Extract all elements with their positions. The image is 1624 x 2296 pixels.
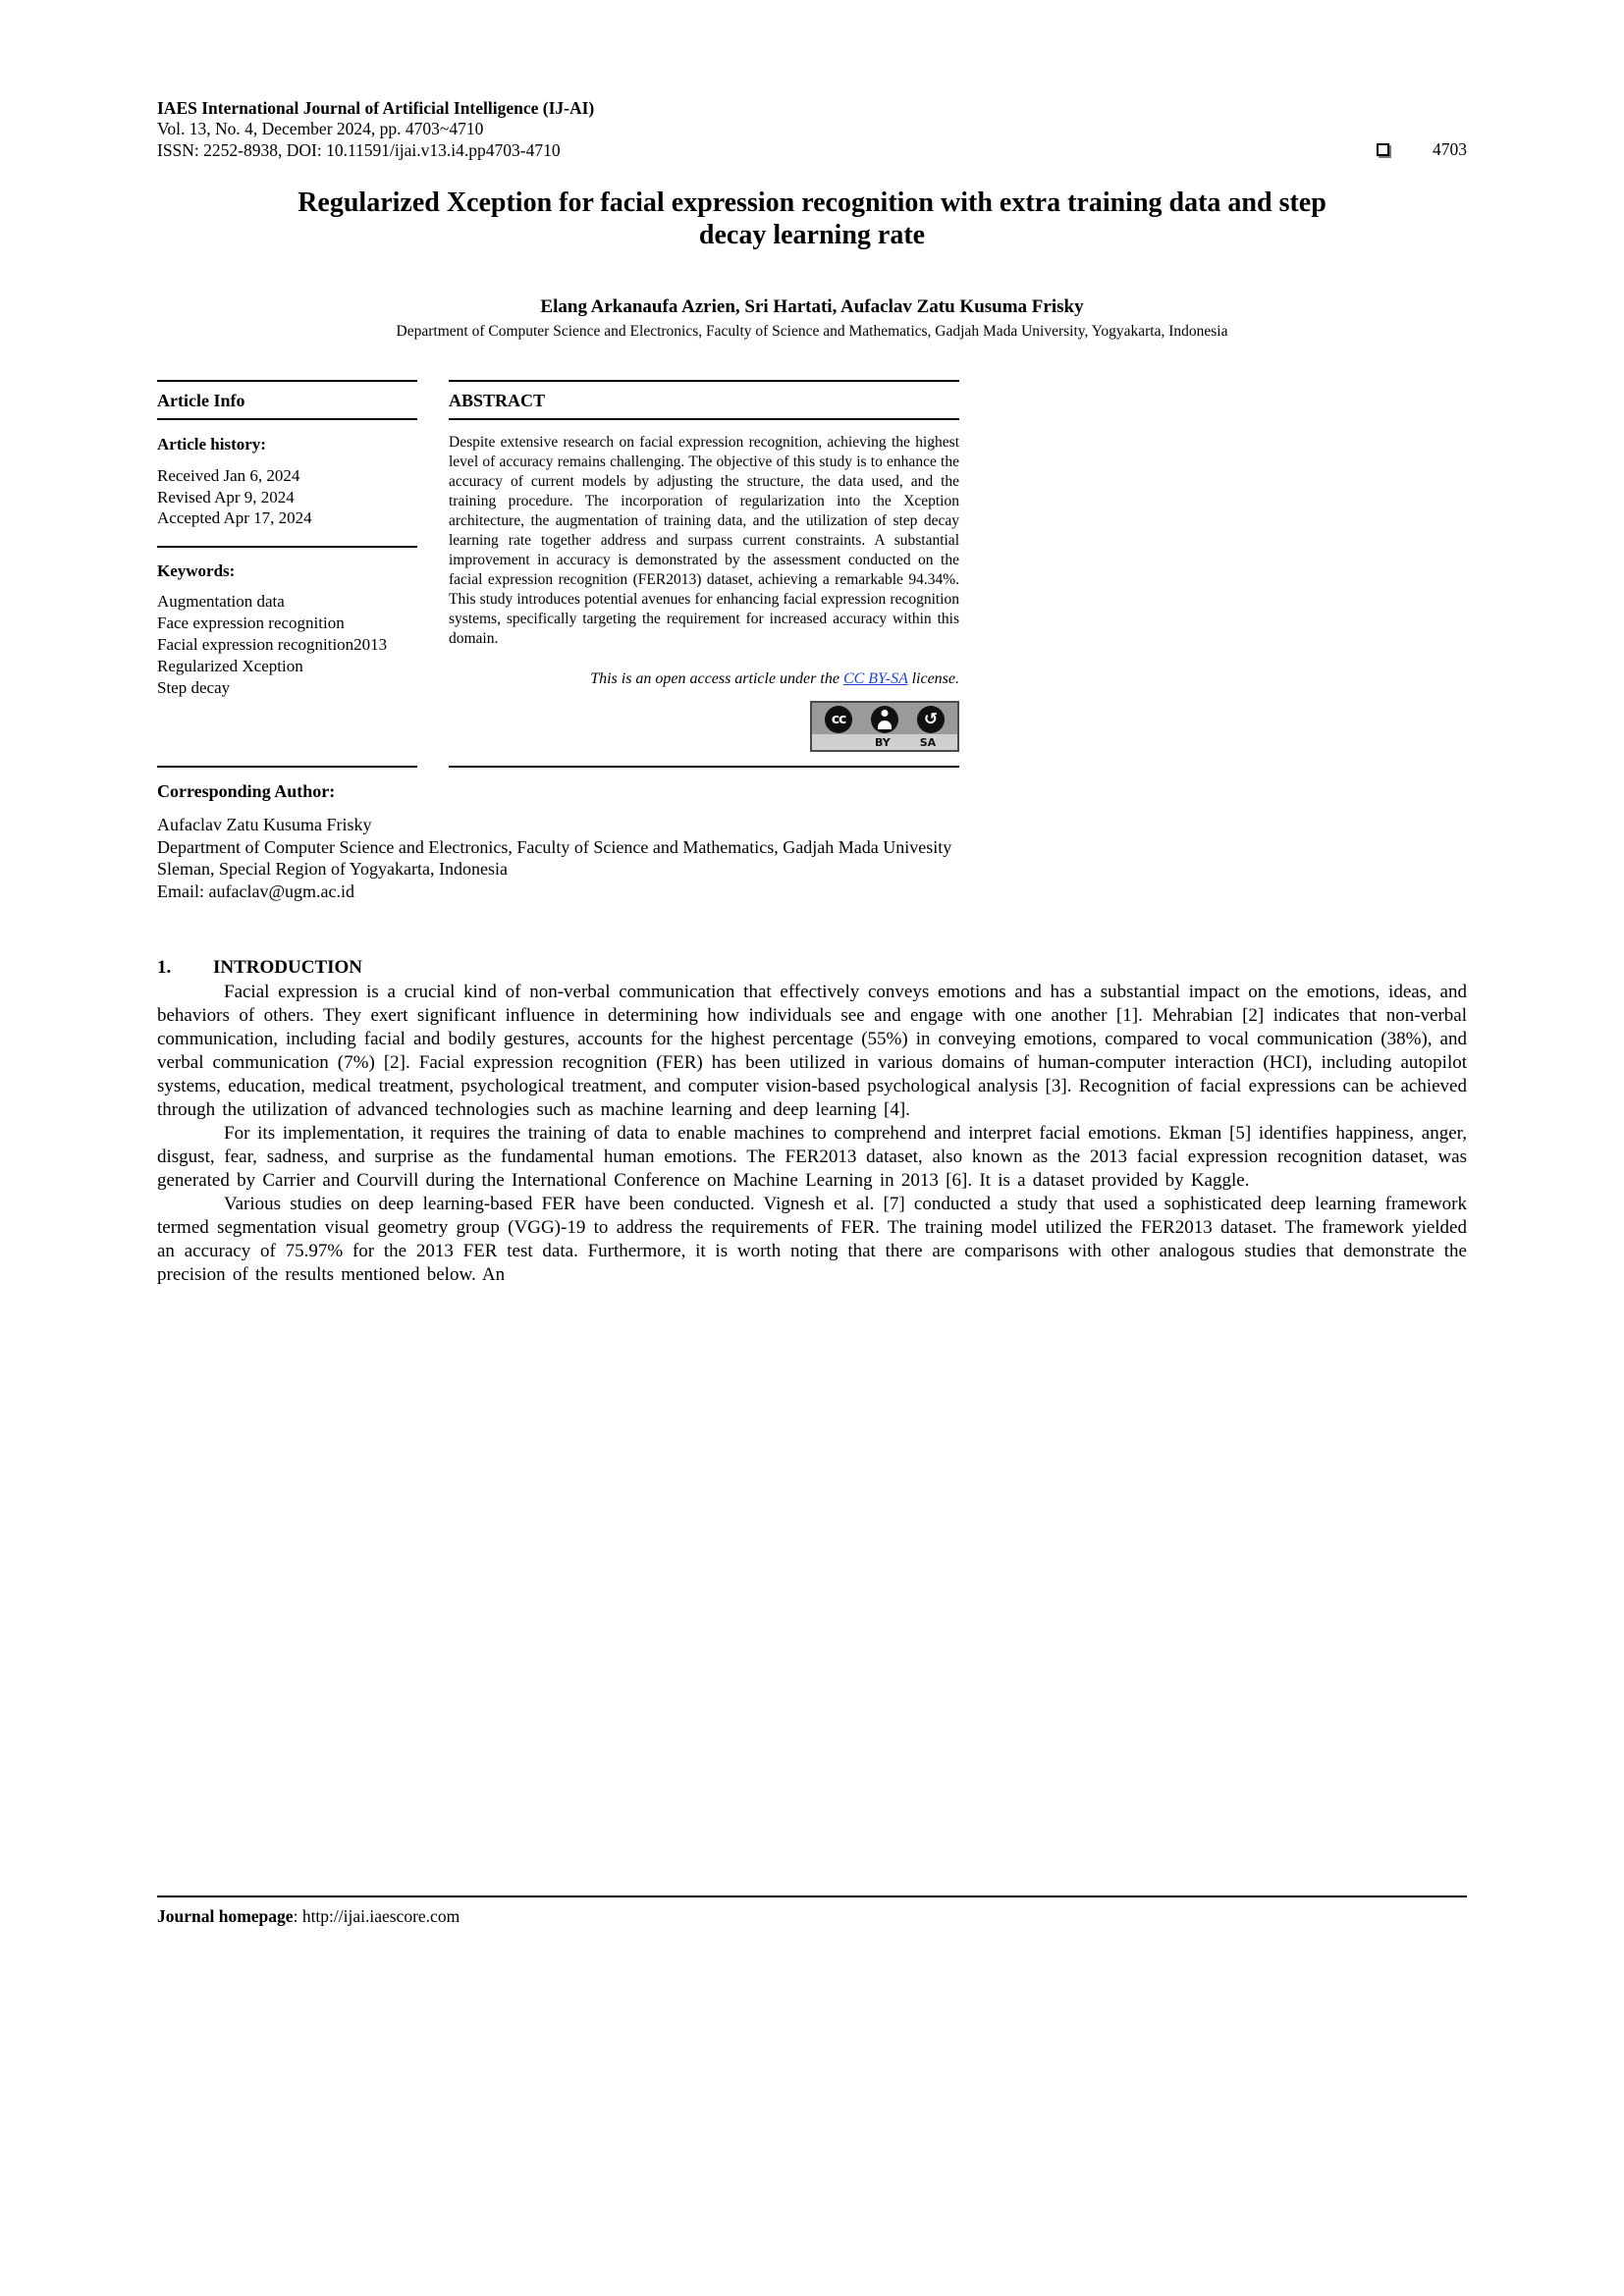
keyword-item: Facial expression recognition2013: [157, 634, 388, 654]
volume-line: Vol. 13, No. 4, December 2024, pp. 4703~4710: [157, 119, 484, 138]
bottom-rule-right: [449, 766, 959, 768]
issn-line: ISSN: 2252-8938, DOI: 10.11591/ijai.v13.i4.pp4703-4710: [157, 140, 561, 160]
license-prefix: This is an open access article under the: [590, 670, 843, 687]
abstract-column: [449, 380, 959, 766]
introduction-body: [157, 981, 1467, 1287]
page-box-icon: [1377, 143, 1389, 156]
cc-sa-label: SA: [919, 735, 937, 749]
section-heading: INTRODUCTION: [213, 957, 363, 978]
corresponding-author-details: [157, 814, 1467, 902]
keywords-heading: Keywords:: [157, 561, 236, 580]
cc-icon: cc: [825, 706, 852, 733]
keyword-item: Face expression recognition: [157, 613, 345, 632]
affiliation-line: Department of Computer Science and Electronics, Faculty of Science and Mathematics, Gadjah Mada University, Yogyakarta, Indonesia: [396, 323, 1228, 340]
corresponding-author-dept: Department of Computer Science and Electronics, Faculty of Science and Mathematics, Gadjah Mada Univesity: [157, 836, 952, 857]
keyword-item: Step decay: [157, 677, 231, 697]
intro-paragraph: Various studies on deep learning-based FER have been conducted. Vignesh et al. [7] conducted a study that used a sophisticated deep learning framework termed segmentation visual geometry group (VGG)-19 to address the requirements of FER. The training model utilized the FER2013 dataset. The framework yielded an accuracy of 75.97% for the 2013 FER test data. Furthermore, it is worth noting that there are comparisons with other analogous studies that demonstrate the precision of the results mentioned below. An: [157, 1194, 1467, 1285]
section-number: 1.: [157, 957, 172, 978]
cc-badge-strip: [812, 734, 957, 750]
paper-title: Regularized Xception for facial expression recognition with extra training data and step decay learning rate: [298, 187, 1326, 250]
article-info-table: [157, 380, 1467, 766]
corresponding-author-heading: Corresponding Author:: [157, 781, 336, 801]
keywords-list: [157, 591, 417, 699]
article-info-column: [157, 380, 417, 766]
table-bottom-rules: [157, 766, 1467, 768]
cc-by-sa-badge: [810, 701, 959, 752]
corresponding-author-email: Email: aufaclav@ugm.ac.id: [157, 881, 354, 901]
introduction-section: [157, 957, 1467, 1287]
abstract-heading: ABSTRACT: [449, 382, 959, 420]
license-suffix: license.: [907, 670, 959, 687]
keyword-item: Augmentation data: [157, 591, 285, 611]
article-info-heading: Article Info: [157, 382, 417, 420]
journal-header: [157, 98, 1467, 161]
keyword-item: Regularized Xception: [157, 656, 303, 675]
abstract-text: Despite extensive research on facial expression recognition, achieving the highest level of accuracy remains challenging. The objective of this study is to enhance the accuracy of current models by adjusting the structure, the data used, and the training procedure. The incorporation of regularization into the Xception architecture, the augmentation of training data, and the utilization of step decay learning rate together address and surpass current constraints. A substantial improvement in accuracy is demonstrated by the assessment conducted on the facial expression recognition (FER2013) dataset, achieving a remarkable 94.34%. This study introduces potential avenues for enhancing facial expression recognition systems, specifically targeting the requirement for increased accuracy within this domain.: [449, 434, 959, 647]
corresponding-author-section: [157, 781, 1467, 902]
sa-arrow-icon: ↺: [917, 706, 945, 733]
footer-label: Journal homepage: [157, 1906, 294, 1926]
intro-paragraph: For its implementation, it requires the training of data to enable machines to comprehend and interpret facial emotions. Ekman [5] identifies happiness, anger, disgust, fear, sadness, and surprise as the fundamental human emotions. The FER2013 dataset, also known as the 2013 facial expression recognition dataset, was generated by Carrier and Courvill during the International Conference on Machine Learning in 2013 [6]. It is a dataset provided by Kaggle.: [157, 1123, 1467, 1191]
license-line: [449, 670, 959, 688]
issn-row: [157, 139, 1467, 161]
history-item: Received Jan 6, 2024: [157, 466, 300, 485]
cc-by-label: BY: [875, 735, 891, 749]
cc-by-sa-link[interactable]: CC BY-SA: [842, 670, 908, 687]
history-item: Accepted Apr 17, 2024: [157, 508, 312, 527]
introduction-heading-row: [157, 957, 1467, 979]
page-number: 4703: [1433, 139, 1467, 159]
article-history-heading: Article history:: [157, 435, 266, 454]
article-history-list: [157, 465, 417, 529]
corresponding-author-name: Aufaclav Zatu Kusuma Frisky: [157, 815, 372, 834]
authors-line: Elang Arkanaufa Azrien, Sri Hartati, Aufaclav Zatu Kusuma Frisky: [540, 296, 1084, 317]
intro-paragraph: Facial expression is a crucial kind of non-verbal communication that effectively conveys emotions and has a substantial impact on the emotions, ideas, and behaviors of others. They exert significant influence in determining how individuals see and engage with one another [1]. Mehrabian [2] indicates that non-verbal communication, including facial and bodily gestures, accounts for the highest percentage (55%) in conveying emotions, compared to vocal communication (38%), and verbal communication (7%) [2]. Facial expression recognition (FER) has been utilized in various domains of human-computer interaction (HCI), including autopilot systems, education, medical treatment, psychological treatment, and computer vision-based psychological analysis [3]. Recognition of facial expressions can be achieved through the utilization of advanced technologies such as machine learning and deep learning [4].: [157, 982, 1467, 1120]
by-person-icon: [871, 706, 898, 733]
corresponding-author-address: Sleman, Special Region of Yogyakarta, Indonesia: [157, 859, 508, 879]
footer-url: http://ijai.iaescore.com: [301, 1906, 460, 1926]
journal-footer: [157, 1896, 1467, 1927]
header-page-number-group: [1377, 139, 1467, 160]
keywords-divider: [157, 546, 417, 548]
history-item: Revised Apr 9, 2024: [157, 487, 295, 507]
bottom-rule-left: [157, 766, 417, 768]
cc-badge-icons: [812, 703, 957, 734]
journal-name: IAES International Journal of Artificial Intelligence (IJ-AI): [157, 98, 595, 118]
footer-separator: :: [293, 1906, 302, 1926]
